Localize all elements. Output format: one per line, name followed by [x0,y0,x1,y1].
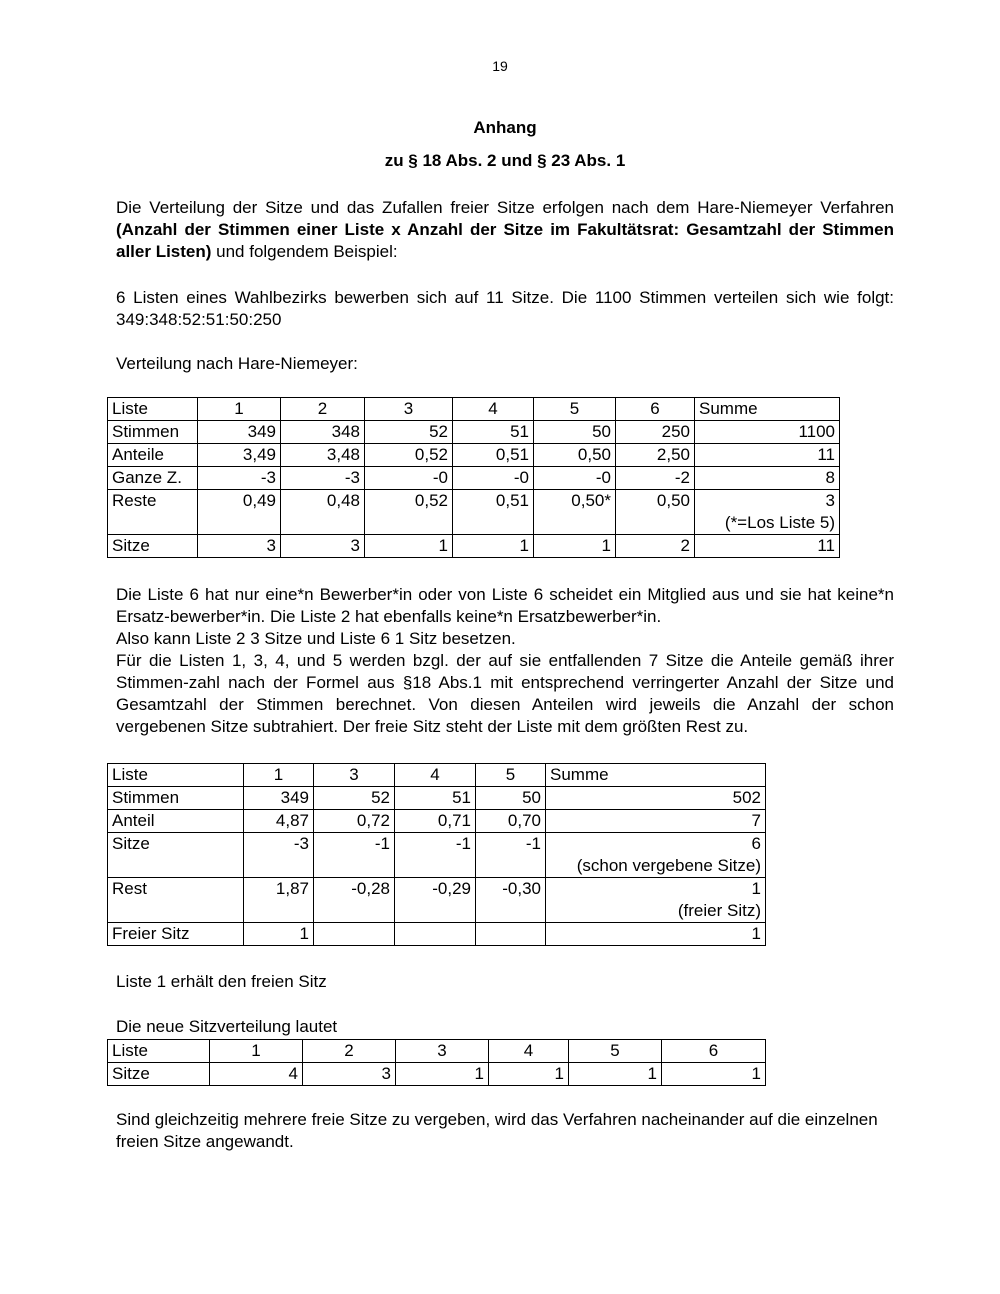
table-cell: 3,49 [198,444,281,467]
header-cell: 4 [395,764,476,787]
row-label: Stimmen [108,421,198,444]
table-cell: 3 [198,535,281,558]
table-cell: 0,71 [395,810,476,833]
sum-cell [695,490,840,535]
new-seat-distribution-table [107,1039,766,1086]
sum-note: (freier Sitz) [677,901,761,920]
row-label: Sitze [108,535,198,558]
remaining-seats-table [107,763,766,946]
intro-paragraph [116,197,894,263]
sum-value: 6 [751,834,761,853]
distribution-label: Verteilung nach Hare-Niemeyer: [116,354,358,373]
table-cell: -2 [616,467,695,490]
table-cell: 52 [365,421,453,444]
page-subtitle: zu § 18 Abs. 2 und § 23 Abs. 1 [384,151,626,170]
table-cell: 250 [616,421,695,444]
table-cell: 1 [244,923,314,946]
table-row [108,810,766,833]
table-cell: 50 [534,421,616,444]
table-row [108,1063,766,1086]
table-row [108,787,766,810]
sum-cell: 502 [546,787,766,810]
table-cell: 3 [303,1063,396,1086]
table-cell: 348 [281,421,365,444]
header-cell: 4 [489,1040,569,1063]
table-cell: 0,70 [476,810,546,833]
table-row [108,444,840,467]
table-cell [476,923,546,946]
table-cell: -1 [476,833,546,878]
explanation-line: Für die Listen 1, 3, 4, und 5 werden bzgl. der auf sie entfallenden 7 Sitze die Anteile gemäß ihrer Stimmen-zahl nach der Formel aus §18 Abs.1 mit entsprechend verringerter Anzahl der Sitze und Gesamtzahl der Stimmen berechnet. Von diesen Anteilen wird jeweils die Anzahl der schon vergebenen Sitze subtrahiert. Der freie Sitz steht der Liste mit dem größten Rest zu. [116,651,894,736]
intro-formula: (Anzahl der Stimmen einer Liste x Anzahl der Sitze im Fakultätsrat: Gesamtzahl der Stimmen aller Listen) [116,220,894,261]
table-cell: 1 [489,1063,569,1086]
table-cell: -3 [244,833,314,878]
table-cell: 1 [662,1063,766,1086]
table-cell: -0 [365,467,453,490]
row-label: Sitze [108,1063,210,1086]
header-cell: 6 [662,1040,766,1063]
closing-paragraph [116,1109,894,1153]
table-cell: 4,87 [244,810,314,833]
header-cell: 2 [303,1040,396,1063]
sum-cell: 1100 [695,421,840,444]
table-row [108,467,840,490]
table-cell: 51 [395,787,476,810]
table-cell: 1 [396,1063,489,1086]
table-cell: 51 [453,421,534,444]
table-cell: 349 [244,787,314,810]
hare-niemeyer-table [107,397,840,558]
table-header-row [108,398,840,421]
header-cell: 2 [281,398,365,421]
table-cell: -3 [198,467,281,490]
header-cell: 5 [476,764,546,787]
page-number: 19 [492,58,508,74]
sum-value: 3 [825,491,835,510]
table-cell: 0,52 [365,490,453,535]
header-cell: Liste [108,1040,210,1063]
table-cell: 3,48 [281,444,365,467]
table-cell [395,923,476,946]
row-label: Anteil [108,810,244,833]
table-cell: 50 [476,787,546,810]
sum-note: (*=Los Liste 5) [724,513,835,532]
table-cell: -0 [534,467,616,490]
table-cell: 2,50 [616,444,695,467]
header-cell: 3 [396,1040,489,1063]
sum-cell: 11 [695,444,840,467]
table-header-row [108,764,766,787]
table-cell: 2 [616,535,695,558]
explanation-paragraph [116,584,894,738]
sum-cell [546,833,766,878]
table-cell [314,923,395,946]
intro-text-a: Die Verteilung der Sitze und das Zufallen freier Sitze erfolgen nach dem Hare-Niemeyer Verfahren [116,198,894,217]
table-row [108,923,766,946]
table-cell: 1 [365,535,453,558]
table-cell: 0,51 [453,444,534,467]
table-row [108,490,840,535]
table-cell: -1 [395,833,476,878]
header-cell: 5 [534,398,616,421]
table-cell: 0,49 [198,490,281,535]
table-cell: 0,52 [365,444,453,467]
table-cell: 1,87 [244,878,314,923]
intro-text-b: und folgendem Beispiel: [211,242,398,261]
header-cell: 3 [365,398,453,421]
table-cell: 0,48 [281,490,365,535]
row-label: Reste [108,490,198,535]
table-cell: 0,51 [453,490,534,535]
table-row [108,878,766,923]
example-text: 6 Listen eines Wahlbezirks bewerben sich auf 11 Sitze. Die 1100 Stimmen verteilen sich wie folgt: 349:348:52:51:50:250 [116,288,894,329]
row-label: Sitze [108,833,244,878]
row-label: Ganze Z. [108,467,198,490]
table-cell: -3 [281,467,365,490]
table-header-row [108,1040,766,1063]
table-cell: -0,29 [395,878,476,923]
row-label: Stimmen [108,787,244,810]
header-cell: 4 [453,398,534,421]
table-cell: -0 [453,467,534,490]
table-cell: 4 [210,1063,303,1086]
table-cell: 1 [534,535,616,558]
header-cell: 1 [244,764,314,787]
row-label: Rest [108,878,244,923]
header-cell: Summe [546,764,766,787]
sum-cell: 7 [546,810,766,833]
header-cell: 1 [198,398,281,421]
table-cell: 0,50* [534,490,616,535]
table-cell: 0,50 [616,490,695,535]
row-label: Freier Sitz [108,923,244,946]
example-paragraph [116,287,894,331]
new-distribution-label: Die neue Sitzverteilung lautet [116,1017,338,1036]
sum-cell: 11 [695,535,840,558]
table-cell: -0,30 [476,878,546,923]
sum-cell: 8 [695,467,840,490]
explanation-line: Die Liste 6 hat nur eine*n Bewerber*in oder von Liste 6 scheidet ein Mitglied aus und sie hat keine*n Ersatz-bewerber*in. Die Liste 2 hat ebenfalls keine*n Ersatzbewerber*in. [116,585,894,626]
table-cell: 0,72 [314,810,395,833]
closing-text: Sind gleichzeitig mehrere freie Sitze zu vergeben, wird das Verfahren nacheinander auf die einzelnen freien Sitze angewandt. [116,1110,878,1151]
table-row [108,535,840,558]
table-row [108,421,840,444]
sum-value: 1 [751,879,761,898]
sum-note: (schon vergebene Sitze) [576,856,761,875]
sum-cell: 1 [546,923,766,946]
table-row [108,833,766,878]
header-cell: 3 [314,764,395,787]
header-cell: 6 [616,398,695,421]
table-cell: 1 [569,1063,662,1086]
header-cell: Summe [695,398,840,421]
table-cell: 3 [281,535,365,558]
table-cell: -1 [314,833,395,878]
sum-cell [546,878,766,923]
table-cell: 52 [314,787,395,810]
header-cell: Liste [108,398,198,421]
explanation-line: Also kann Liste 2 3 Sitze und Liste 6 1 Sitz besetzen. [116,629,516,648]
header-cell: Liste [108,764,244,787]
table-cell: -0,28 [314,878,395,923]
free-seat-result: Liste 1 erhält den freien Sitz [116,972,327,991]
table-cell: 1 [453,535,534,558]
table-cell: 0,50 [534,444,616,467]
page-title: Anhang [473,118,537,137]
row-label: Anteile [108,444,198,467]
header-cell: 1 [210,1040,303,1063]
header-cell: 5 [569,1040,662,1063]
table-cell: 349 [198,421,281,444]
